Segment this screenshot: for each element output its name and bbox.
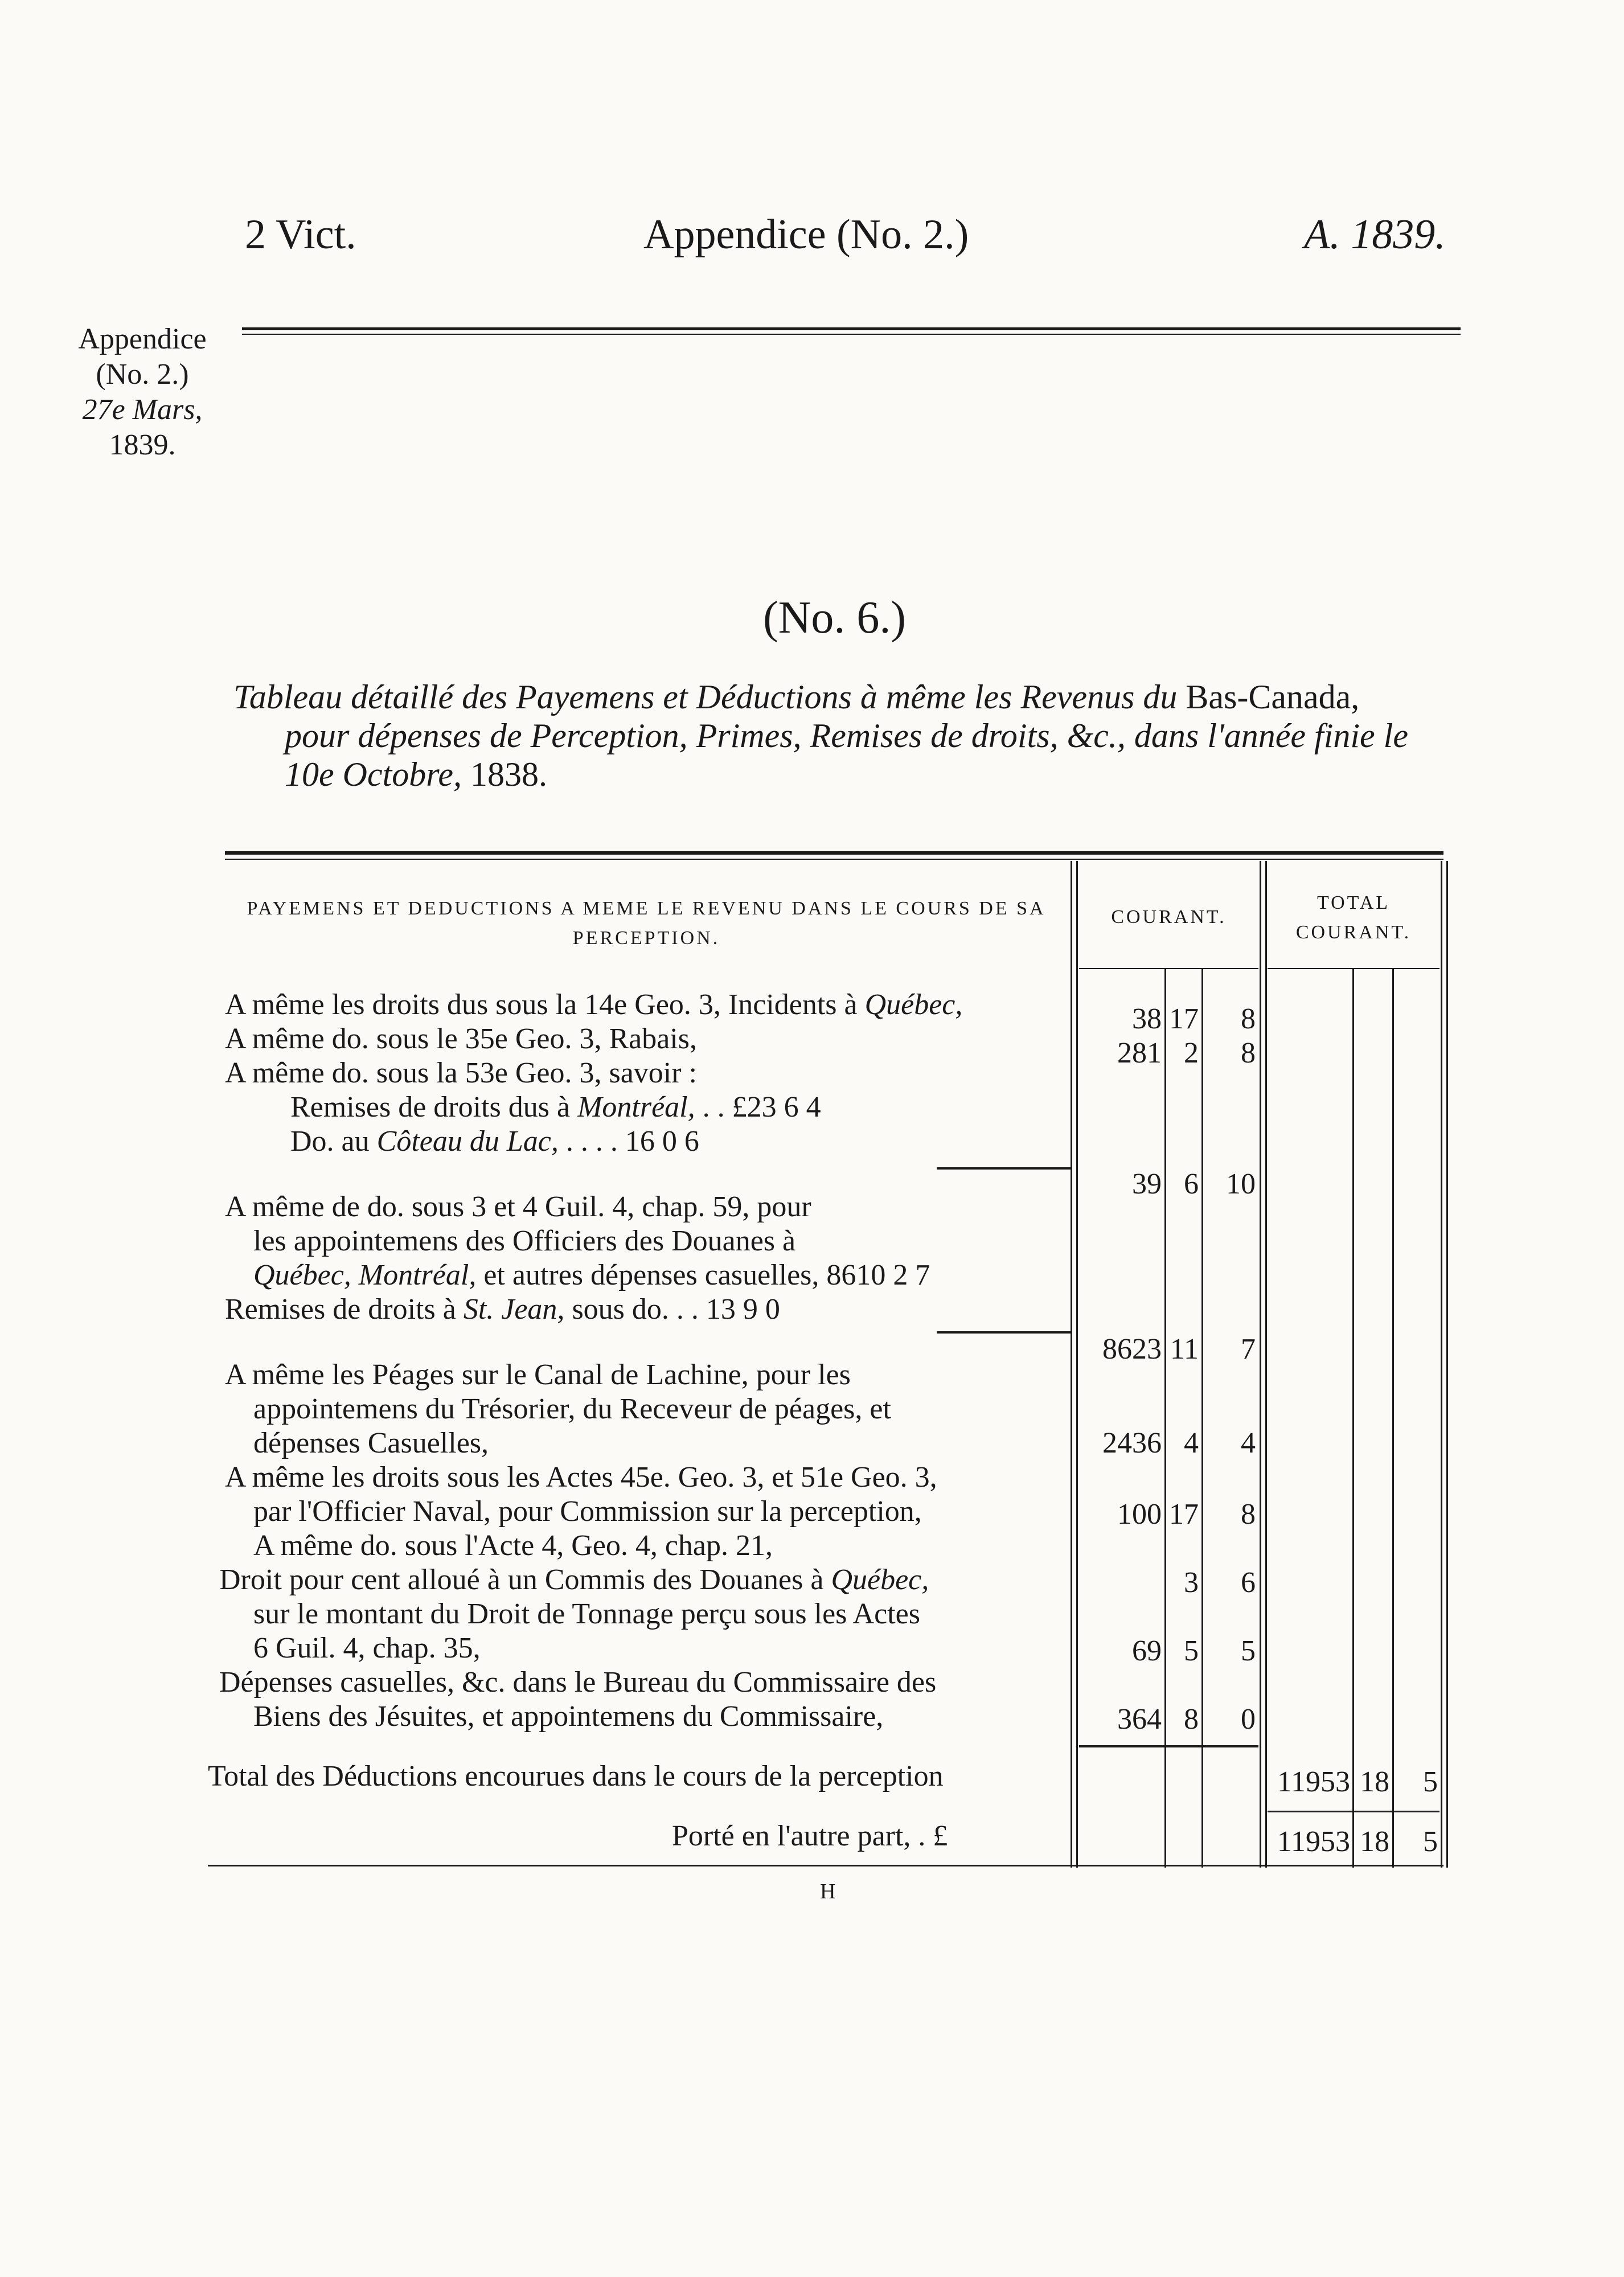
amount-shillings: 4 (1184, 1427, 1199, 1459)
amount-shillings: 11 (1170, 1333, 1199, 1365)
amount-pounds: 100 (1117, 1498, 1162, 1531)
column-header-total: TOTAL (1317, 892, 1391, 913)
table-row: A même les droits dus sous la 14e Geo. 3, Incidents à Québec, (225, 988, 963, 1021)
margin-note-line: 1839. (109, 429, 176, 461)
amount-pence: 4 (1241, 1427, 1256, 1459)
table-row: les appointemens des Officiers des Douanes à (253, 1225, 796, 1257)
table-row: A même de do. sous 3 et 4 Guil. 4, chap. 59, pour (225, 1191, 811, 1223)
amount-pence: 6 (1241, 1566, 1256, 1599)
margin-note-line: 27e Mars, (82, 393, 203, 426)
total-pounds: 11953 (1277, 1766, 1350, 1798)
amount-pence: 8 (1241, 1003, 1256, 1035)
header-year: A. 1839. (1304, 211, 1446, 258)
carried-rule (1268, 1811, 1440, 1812)
column-header-courant: COURANT. (1111, 906, 1227, 928)
total-pence: 5 (1423, 1766, 1438, 1798)
column-divider (1392, 968, 1394, 1868)
signature-mark: H (820, 1880, 836, 1903)
amount-pounds: 38 (1132, 1003, 1162, 1035)
amount-shillings: 3 (1184, 1566, 1199, 1599)
margin-note-line: (No. 2.) (96, 358, 189, 391)
table-row: A même do. sous le 35e Geo. 3, Rabais, (225, 1023, 697, 1055)
amount-pounds: 8623 (1102, 1333, 1162, 1365)
table-row: A même do. sous la 53e Geo. 3, savoir : (225, 1057, 697, 1089)
total-shillings: 18 (1360, 1766, 1389, 1798)
subtotal-rule (937, 1331, 1071, 1334)
column-divider (1201, 968, 1203, 1868)
document-number: (No. 6.) (763, 593, 907, 643)
header-underline (1079, 968, 1258, 969)
column-divider (1446, 861, 1448, 1868)
table-row: sur le montant du Droit de Tonnage perçu sous les Actes (253, 1598, 920, 1630)
carried-pence: 5 (1423, 1825, 1438, 1858)
title-part: pour dépenses de Perception, Primes, Remises de droits, &c., dans l'année finie le (285, 717, 1408, 754)
header-rule-thin (242, 334, 1461, 335)
carried-forward-label: Porté en l'autre part, . £ (672, 1820, 948, 1852)
amount-pounds: 364 (1117, 1703, 1162, 1736)
amount-pence: 8 (1241, 1498, 1256, 1531)
total-rule (1079, 1745, 1258, 1747)
amount-pounds: 39 (1132, 1168, 1162, 1200)
table-row: A même les droits sous les Actes 45e. Geo. 3, et 51e Geo. 3, (225, 1461, 937, 1494)
amount-pence: 7 (1241, 1333, 1256, 1365)
table-row: Dépenses casuelles, &c. dans le Bureau du Commissaire des (219, 1666, 937, 1698)
table-row: Droit pour cent alloué à un Commis des Douanes à Québec, (219, 1564, 929, 1596)
table-row: 6 Guil. 4, chap. 35, (253, 1632, 481, 1664)
title-part: 10e Octobre, (285, 756, 462, 793)
table-bottom-rule (208, 1865, 1443, 1866)
margin-note-line: Appendice (78, 323, 207, 355)
column-divider (1352, 968, 1354, 1868)
amount-pence: 10 (1226, 1168, 1256, 1200)
title-part: Bas-Canada, (1177, 678, 1360, 716)
table-row: Do. au Côteau du Lac, . . . . 16 0 6 (290, 1125, 699, 1158)
header-underline (1268, 968, 1440, 969)
amount-pounds: 69 (1132, 1635, 1162, 1667)
table-row: appointemens du Trésorier, du Receveur de péages, et (253, 1393, 891, 1425)
header-session: 2 Vict. (245, 211, 356, 258)
amount-pence: 8 (1241, 1037, 1256, 1069)
column-divider (1071, 861, 1072, 1868)
column-header-total: COURANT. (1295, 922, 1412, 943)
amount-shillings: 5 (1184, 1635, 1199, 1667)
amount-pence: 0 (1241, 1703, 1256, 1736)
header-rule (242, 327, 1461, 330)
amount-shillings: 17 (1169, 1003, 1199, 1035)
table-row: A même les Péages sur le Canal de Lachine, pour les (225, 1359, 851, 1391)
column-divider (1265, 861, 1267, 1868)
amount-pounds: 281 (1117, 1037, 1162, 1069)
amount-shillings: 2 (1184, 1037, 1199, 1069)
carried-shillings: 18 (1360, 1825, 1389, 1858)
amount-shillings: 17 (1169, 1498, 1199, 1531)
table-top-rule (225, 851, 1443, 855)
title-part: Tableau détaillé des Payemens et Déductions à même les Revenus du (233, 678, 1178, 716)
table-row: A même do. sous l'Acte 4, Geo. 4, chap. 21, (253, 1529, 773, 1562)
table-top-rule-thin (225, 859, 1443, 860)
column-divider (1260, 861, 1261, 1868)
table-row: Québec, Montréal, et autres dépenses casuelles, 8610 2 7 (253, 1259, 930, 1291)
table-row: Biens des Jésuites, et appointemens du Commissaire, (253, 1700, 884, 1733)
header-appendix: Appendice (No. 2.) (643, 211, 969, 258)
amount-pounds: 2436 (1102, 1427, 1162, 1459)
column-divider (1164, 968, 1166, 1868)
table-row: Remises de droits dus à Montréal, . . £23 6 4 (290, 1091, 821, 1123)
column-divider (1441, 861, 1442, 1868)
amount-shillings: 6 (1184, 1168, 1199, 1200)
column-divider (1076, 861, 1078, 1868)
total-deductions-label: Total des Déductions encourues dans le cours de la perception (208, 1760, 944, 1792)
amount-pence: 5 (1241, 1635, 1256, 1667)
document-title (233, 678, 1458, 794)
margin-note (57, 322, 228, 463)
table-row: dépenses Casuelles, (253, 1427, 489, 1459)
amount-shillings: 8 (1184, 1703, 1199, 1736)
subtotal-rule (937, 1167, 1071, 1170)
column-header-description: PAYEMENS ET DEDUCTIONS A MEME LE REVENU DANS LE COURS DE SA PERCEPTION. (247, 898, 1046, 949)
carried-pounds: 11953 (1277, 1825, 1350, 1858)
table-row: par l'Officier Naval, pour Commission sur la perception, (253, 1495, 922, 1528)
table-row: Remises de droits à St. Jean, sous do. . . 13 9 0 (225, 1293, 780, 1326)
title-part: 1838. (462, 756, 548, 793)
